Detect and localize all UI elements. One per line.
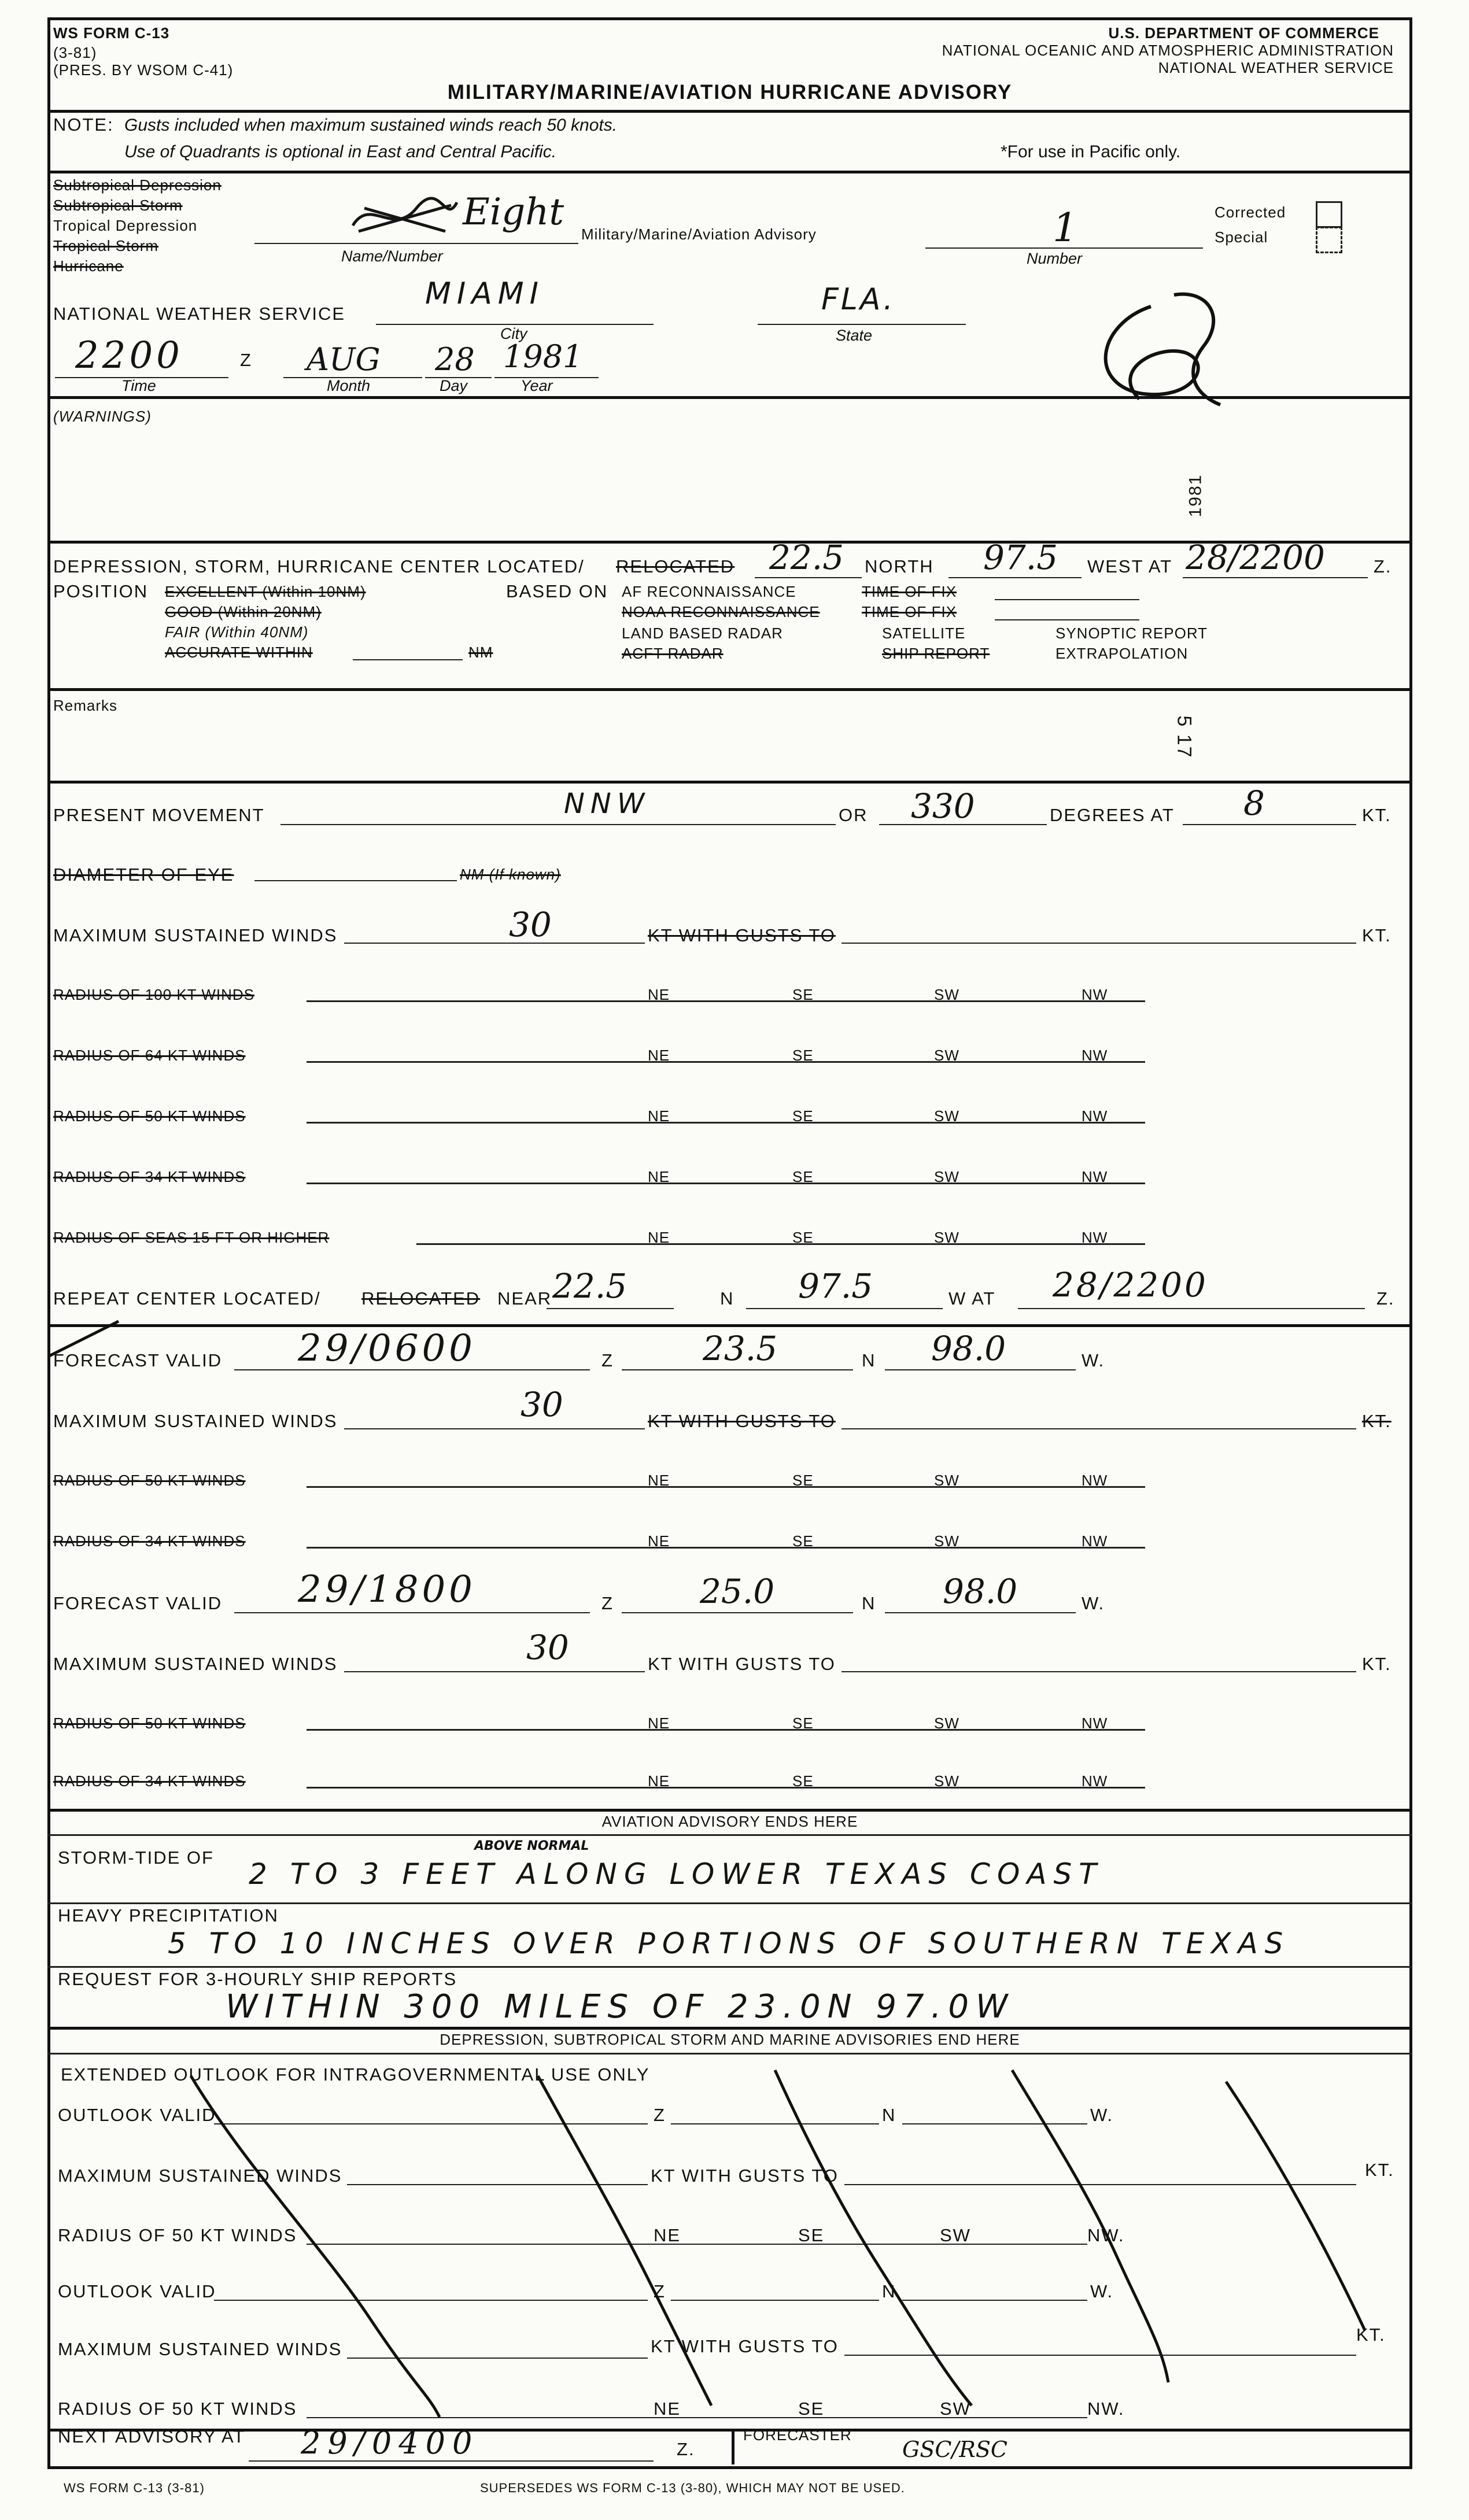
position-lat: 22.5 [769, 538, 844, 577]
kt-with-gusts-text: KT WITH GUSTS TO [648, 925, 836, 945]
repeat-at-line [1018, 1308, 1365, 1309]
storm-tide-insert: ABOVE NORMAL [474, 1839, 589, 1853]
note-line-2: Use of Quadrants is optional in East and Central Pacific. [124, 142, 557, 161]
forecast2-gusts-label: KT WITH GUSTS TO [648, 1654, 836, 1674]
outlook2-valid-label: OUTLOOK VALID [58, 2281, 216, 2301]
outlook2-z: Z [654, 2281, 666, 2301]
ne-label: NE [648, 986, 670, 1003]
name-caption: Name/Number [341, 247, 443, 265]
nw-label: NW [1082, 986, 1108, 1003]
day-caption: Day [440, 377, 468, 394]
forecast2-lat: 25.0 [700, 1572, 775, 1611]
land-radar-option: LAND BASED RADAR [622, 625, 783, 642]
nw-label: NW [1082, 1472, 1108, 1489]
forecast2-lon: 98.0 [943, 1572, 1018, 1611]
forecast2-kt: KT. [1362, 1654, 1392, 1674]
forecast2-valid-line [234, 1612, 590, 1613]
outlook2-gusts-label: KT WITH GUSTS TO [651, 2336, 839, 2356]
repeat-relocated: RELOCATED [361, 1288, 481, 1309]
forecast1-gusts-line [841, 1428, 1356, 1429]
sw-label: SW [934, 1107, 959, 1125]
forecast2-w: W. [1082, 1593, 1105, 1613]
divider [47, 1809, 1412, 1812]
footer-form: WS FORM C-13 (3-81) [64, 2481, 205, 2495]
outlook2-nw: NW. [1087, 2399, 1125, 2419]
good-option: GOOD (Within 20NM) [165, 603, 322, 620]
ne-label: NE [648, 1168, 670, 1185]
storm-tide-label: STORM-TIDE OF [58, 1847, 214, 1868]
ship-label: REQUEST FOR 3-HOURLY SHIP REPORTS [58, 1969, 457, 1989]
sw-label: SW [934, 1472, 959, 1489]
next-advisory-z: Z. [677, 2439, 695, 2459]
corrected-label: Corrected [1215, 204, 1286, 221]
divider [47, 1324, 1412, 1327]
nw-label: NW [1082, 1229, 1108, 1246]
nw-label: NW [1082, 1772, 1108, 1790]
quad-line [307, 1486, 1145, 1488]
accurate-option: ACCURATE WITHIN [165, 644, 313, 661]
outlook1-z: Z [654, 2105, 666, 2125]
fix-line-2 [995, 619, 1139, 620]
ne-label: NE [648, 1229, 670, 1246]
special-checkbox[interactable] [1316, 227, 1342, 253]
forecast2-max-winds-label: MAXIMUM SUSTAINED WINDS [53, 1654, 338, 1674]
month-caption: Month [327, 377, 371, 394]
form-title: MILITARY/MARINE/AVIATION HURRICANE ADVISORY [447, 81, 1013, 104]
sw-label: SW [934, 1047, 959, 1064]
forecast1-valid-line [234, 1369, 590, 1370]
outlook1-sw: SW [940, 2225, 971, 2245]
divider [47, 110, 1412, 113]
next-advisory-label: NEXT ADVISORY AT [58, 2426, 246, 2447]
accurate-nm: NM [468, 644, 493, 661]
sw-label: SW [934, 986, 959, 1003]
quad-line [307, 1122, 1145, 1124]
state-line [758, 324, 966, 325]
present-movement-label: PRESENT MOVEMENT [53, 805, 265, 825]
ne-label: NE [648, 1772, 670, 1790]
year-value: 1981 [503, 338, 583, 375]
marine-end: DEPRESSION, SUBTROPICAL STORM AND MARINE ADVISORIES END HERE [440, 2031, 1020, 2048]
sw-label: SW [934, 1532, 959, 1550]
repeat-label: REPEAT CENTER LOCATED/ [53, 1288, 321, 1309]
nw-label: NW [1082, 1107, 1108, 1125]
remarks-stamp: 5 17 [1173, 715, 1195, 759]
repeat-w-at: W AT [948, 1288, 996, 1309]
direction-value: NNW [564, 788, 651, 820]
dept-nws: NATIONAL WEATHER SERVICE [1158, 59, 1394, 76]
west-at-label: WEST AT [1087, 556, 1173, 577]
divider [47, 396, 1412, 399]
storm-tide-value: 2 TO 3 FEET ALONG LOWER TEXAS COAST [249, 1857, 1103, 1891]
month-value: AUG [307, 341, 381, 378]
precip-label: HEAVY PRECIPITATION [58, 1905, 279, 1926]
forecast1-lon-line [885, 1369, 1076, 1370]
aviation-end: AVIATION ADVISORY ENDS HERE [601, 1813, 858, 1830]
dept-commerce: U.S. DEPARTMENT OF COMMERCE [1108, 24, 1379, 42]
form-pres: (PRES. BY WSOM C-41) [53, 61, 234, 79]
position-at: 28/2200 [1186, 538, 1325, 577]
advisory-line [925, 247, 1203, 249]
se-label: SE [792, 986, 814, 1003]
forecast2-r50-label: RADIUS OF 50 KT WINDS [53, 1715, 246, 1732]
forecast2-max-winds-value: 30 [526, 1628, 569, 1667]
outlook-header: EXTENDED OUTLOOK FOR INTRAGOVERNMENTAL USE ONLY [61, 2064, 650, 2085]
forecast1-label: FORECAST VALID [53, 1350, 223, 1370]
ship-value: WITHIN 300 MILES OF 23.0N 97.0W [226, 1988, 1015, 2026]
at-line [1183, 577, 1368, 578]
next-advisory-line [249, 2460, 654, 2462]
outlook1-nw: NW. [1087, 2225, 1125, 2245]
outlook2-kt: KT. [1356, 2325, 1386, 2345]
note-label: NOTE: [53, 114, 114, 135]
se-label: SE [792, 1047, 814, 1064]
forecaster-label: FORECASTER [743, 2426, 852, 2444]
nw-label: NW [1082, 1715, 1108, 1732]
outlook1-n: N [882, 2105, 896, 2125]
forecast1-gusts-label: KT WITH GUSTS TO [648, 1411, 836, 1431]
outlook2-n: N [882, 2281, 896, 2301]
divider [47, 1902, 1412, 1904]
divider [47, 2027, 1412, 2030]
quad-line [307, 1547, 1145, 1549]
se-label: SE [792, 1229, 814, 1246]
forecast1-lat-line [622, 1369, 853, 1370]
outlook1-ne: NE [654, 2225, 681, 2245]
remarks-label: Remarks [53, 697, 118, 714]
lat-line [755, 577, 862, 578]
forecast2-r34-label: RADIUS OF 34 KT WINDS [53, 1772, 246, 1790]
max-winds-label: MAXIMUM SUSTAINED WINDS [53, 925, 338, 945]
scribble-mark [347, 191, 463, 243]
position-label: POSITION [53, 581, 149, 601]
time-z: Z [240, 350, 252, 370]
degrees-at-label: DEGREES AT [1050, 805, 1175, 825]
degrees-value: 330 [911, 786, 975, 826]
outlook2-max-winds-label: MAXIMUM SUSTAINED WINDS [58, 2339, 342, 2359]
repeat-lat: 22.5 [552, 1266, 628, 1306]
dept-noaa: NATIONAL OCEANIC AND ATMOSPHERIC ADMINISTRATION [942, 42, 1394, 59]
eye-label: DIAMETER OF EYE [53, 864, 234, 885]
forecast1-max-winds-value: 30 [521, 1385, 563, 1424]
ne-label: NE [648, 1532, 670, 1550]
divider [47, 2053, 1412, 2055]
time-of-fix-2: TIME OF FIX [862, 603, 957, 620]
gusts-line [841, 943, 1356, 944]
or-label: OR [839, 805, 868, 825]
outlook1-max-winds-label: MAXIMUM SUSTAINED WINDS [58, 2166, 342, 2186]
repeat-near: NEAR [497, 1288, 552, 1309]
forecast2-z: Z [601, 1593, 614, 1613]
nw-label: NW [1082, 1047, 1108, 1064]
footer-supersedes: SUPERSEDES WS FORM C-13 (3-80), WHICH MAY NOT BE USED. [480, 2481, 905, 2495]
note-pacific: *For use in Pacific only. [1001, 142, 1181, 161]
outlook1-gusts-label: KT WITH GUSTS TO [651, 2166, 839, 2186]
outlook1-kt: KT. [1365, 2160, 1394, 2180]
state-value: FLA. [821, 282, 895, 317]
se-label: SE [792, 1472, 814, 1489]
se-label: SE [792, 1715, 814, 1732]
sw-label: SW [934, 1772, 959, 1790]
forecast2-lat-line [622, 1612, 853, 1613]
time-value: 2200 [75, 334, 183, 377]
warnings-label: (WARNINGS) [53, 408, 152, 425]
se-label: SE [792, 1107, 814, 1125]
outlook1-r50-label: RADIUS OF 50 KT WINDS [58, 2225, 297, 2245]
based-on-label: BASED ON [506, 581, 608, 601]
acft-radar-option: ACFT RADAR [622, 645, 724, 662]
fair-option: FAIR (Within 40NM) [165, 623, 309, 641]
fix-line-1 [995, 599, 1139, 600]
speed-line [1183, 824, 1356, 825]
type-subtropical-depression: Subtropical Depression [53, 176, 222, 194]
sw-label: SW [934, 1715, 959, 1732]
kt-with-gusts [648, 925, 836, 946]
max-winds-line [344, 943, 645, 944]
kt-label: KT. [1362, 805, 1392, 825]
repeat-lon-line [746, 1308, 943, 1309]
quad-line [307, 1787, 1145, 1789]
quad-line [307, 1000, 1145, 1002]
se-label: SE [792, 1772, 814, 1790]
outlook2-ne: NE [654, 2399, 681, 2419]
advisory-label: Military/Marine/Aviation Advisory [581, 226, 817, 243]
divider [47, 781, 1412, 784]
type-hurricane: Hurricane [53, 257, 124, 275]
corrected-checkbox[interactable] [1316, 201, 1342, 228]
repeat-at: 28/2200 [1053, 1265, 1208, 1305]
repeat-n: N [720, 1288, 734, 1309]
lon-line [948, 577, 1082, 578]
type-tropical-depression: Tropical Depression [53, 217, 198, 234]
day-value: 28 [435, 341, 475, 378]
repeat-lon: 97.5 [798, 1266, 873, 1306]
extrapolation-option: EXTRAPOLATION [1055, 645, 1189, 662]
state-caption: State [836, 327, 873, 344]
year-caption: Year [521, 377, 553, 394]
radius-50-label: RADIUS OF 50 KT WINDS [53, 1107, 246, 1125]
divider [47, 688, 1412, 691]
speed-value: 8 [1243, 784, 1265, 823]
name-value: Eight [463, 191, 564, 234]
seas-label: RADIUS OF SEAS 15 FT OR HIGHER [53, 1229, 330, 1246]
nw-label: NW [1082, 1168, 1108, 1185]
ne-label: NE [648, 1047, 670, 1064]
se-label: SE [792, 1168, 814, 1185]
outlook-crossout-strokes [0, 2059, 1469, 2429]
satellite-option: SATELLITE [882, 625, 966, 642]
max-winds-value: 30 [509, 905, 552, 944]
forecast2-label: FORECAST VALID [53, 1593, 223, 1613]
position-z: Z. [1374, 556, 1392, 577]
af-recon-option: AF RECONNAISSANCE [622, 583, 796, 600]
sw-label: SW [934, 1168, 959, 1185]
synoptic-option: SYNOPTIC REPORT [1055, 625, 1208, 642]
type-subtropical-storm: Subtropical Storm [53, 197, 183, 214]
forecast1-z: Z [601, 1350, 614, 1370]
forecast2-lon-line [885, 1612, 1076, 1613]
special-label: Special [1215, 228, 1268, 246]
radius-34-label: RADIUS OF 34 KT WINDS [53, 1168, 246, 1185]
nws-label: NATIONAL WEATHER SERVICE [53, 304, 346, 324]
outlook2-se: SE [798, 2399, 825, 2419]
divider [47, 1834, 1412, 1836]
quad-line [307, 1061, 1145, 1063]
outlook1-se: SE [798, 2225, 825, 2245]
accurate-line [353, 659, 463, 660]
forecast1-r50-label: RADIUS OF 50 KT WINDS [53, 1472, 246, 1489]
se-label: SE [792, 1532, 814, 1550]
quad-line [307, 1729, 1145, 1731]
forecast1-w: W. [1082, 1350, 1105, 1370]
eye-nm-label: NM (If known) [460, 866, 561, 883]
precip-value: 5 TO 10 INCHES OVER PORTIONS OF SOUTHERN TEXAS [168, 1927, 1290, 1960]
forecast1-valid: 29/0600 [298, 1327, 476, 1370]
quad-line [307, 1183, 1145, 1184]
time-of-fix-1: TIME OF FIX [862, 583, 957, 600]
ship-report-option: SHIP REPORT [882, 645, 990, 662]
outlook1-w: W. [1090, 2105, 1114, 2125]
radius-64-label: RADIUS OF 64 KT WINDS [53, 1047, 246, 1064]
forecast2-n: N [862, 1593, 876, 1613]
forecast1-r34-label: RADIUS OF 34 KT WINDS [53, 1532, 246, 1550]
quad-line [416, 1243, 1145, 1245]
divider [47, 1966, 1412, 1968]
outlook2-w: W. [1090, 2281, 1114, 2301]
outlook1-valid-label: OUTLOOK VALID [58, 2105, 216, 2125]
excellent-option: EXCELLENT (Within 10NM) [165, 583, 366, 600]
number-caption: Number [1027, 250, 1083, 267]
forecast2-valid: 29/1800 [298, 1568, 476, 1611]
next-advisory-value: 29/0400 [301, 2425, 479, 2461]
name-line [254, 243, 578, 244]
forecast1-max-line [344, 1428, 645, 1429]
relocated-label: RELOCATED [616, 556, 735, 577]
sw-label: SW [934, 1229, 959, 1246]
ne-label: NE [648, 1472, 670, 1489]
type-tropical-storm: Tropical Storm [53, 237, 159, 254]
forecaster-value: GSC/RSC [902, 2437, 1007, 2462]
nw-label: NW [1082, 1532, 1108, 1550]
city-caption: City [500, 325, 527, 342]
radius-100-label: RADIUS OF 100 KT WINDS [53, 986, 255, 1003]
note-line-1: Gusts included when maximum sustained winds reach 50 knots. [124, 116, 618, 135]
center-located-label: DEPRESSION, STORM, HURRICANE CENTER LOCATED/ [53, 556, 585, 577]
advisory-number: 1 [1053, 205, 1078, 251]
city-value: MIAMI [425, 276, 544, 311]
form-rev: (3-81) [53, 44, 97, 61]
ne-label: NE [648, 1715, 670, 1732]
direction-line [280, 824, 836, 825]
outlook2-r50-label: RADIUS OF 50 KT WINDS [58, 2399, 297, 2419]
forecast1-kt: KT. [1362, 1411, 1392, 1431]
warnings-stamp: 1981 [1186, 474, 1205, 518]
repeat-lat-line [547, 1308, 674, 1309]
time-caption: Time [121, 377, 156, 394]
forecast1-max-winds-label: MAXIMUM SUSTAINED WINDS [53, 1411, 338, 1431]
forecast2-gusts-line [841, 1671, 1356, 1672]
forecast1-n: N [862, 1350, 876, 1370]
eye-line [254, 880, 457, 881]
repeat-z: Z. [1376, 1288, 1395, 1309]
footer-divider [732, 2429, 734, 2464]
divider [47, 171, 1412, 173]
forecast1-lat: 23.5 [703, 1329, 778, 1368]
ne-label: NE [648, 1107, 670, 1125]
position-lon: 97.5 [983, 538, 1058, 577]
divider [47, 2429, 1412, 2432]
forecast1-lon: 98.0 [931, 1329, 1006, 1368]
noaa-recon-option: NOAA RECONNAISSANCE [622, 603, 820, 620]
outlook2-sw: SW [940, 2399, 971, 2419]
forecast2-max-line [344, 1671, 645, 1672]
north-label: NORTH [865, 556, 934, 577]
kt-label-2: KT. [1362, 925, 1392, 945]
form-id: WS FORM C-13 [53, 24, 170, 42]
